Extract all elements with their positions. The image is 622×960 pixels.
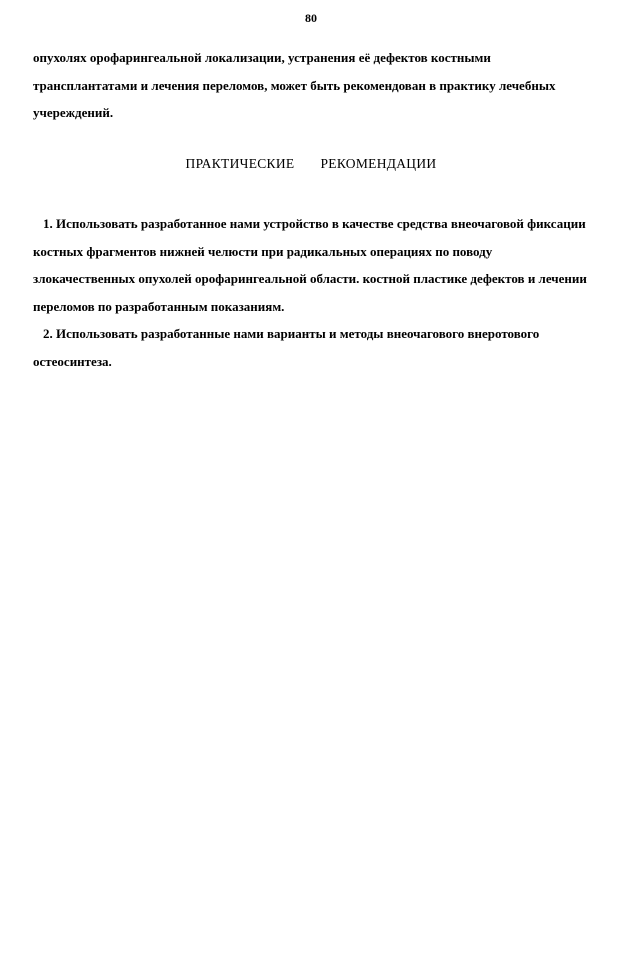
recommendation-item-1: 1. Использовать разработанное нами устройство в качестве средства внеочаговой фиксации костных фрагментов нижней челюсти при радикальных операциях по поводу злокачественных опухолей орофарингеальной области. костной пластике дефектов и лечении переломов по разработанным показаниям. bbox=[33, 216, 587, 314]
intro-paragraph-block bbox=[33, 44, 593, 127]
recommendations-list bbox=[33, 210, 593, 375]
recommendation-item-2: 2. Использовать разработанные нами варианты и методы внеочагового внеротового остеосинтеза. bbox=[33, 326, 540, 369]
page-number: 80 bbox=[305, 11, 317, 25]
intro-paragraph: опухолях орофарингеальной локализации, устранения её дефектов костными трансплантатами и лечения переломов, может быть рекомендован в практику лечебных учереждений. bbox=[33, 50, 556, 120]
section-heading: ПРАКТИЧЕСКИЕ РЕКОМЕНДАЦИИ bbox=[185, 156, 437, 171]
